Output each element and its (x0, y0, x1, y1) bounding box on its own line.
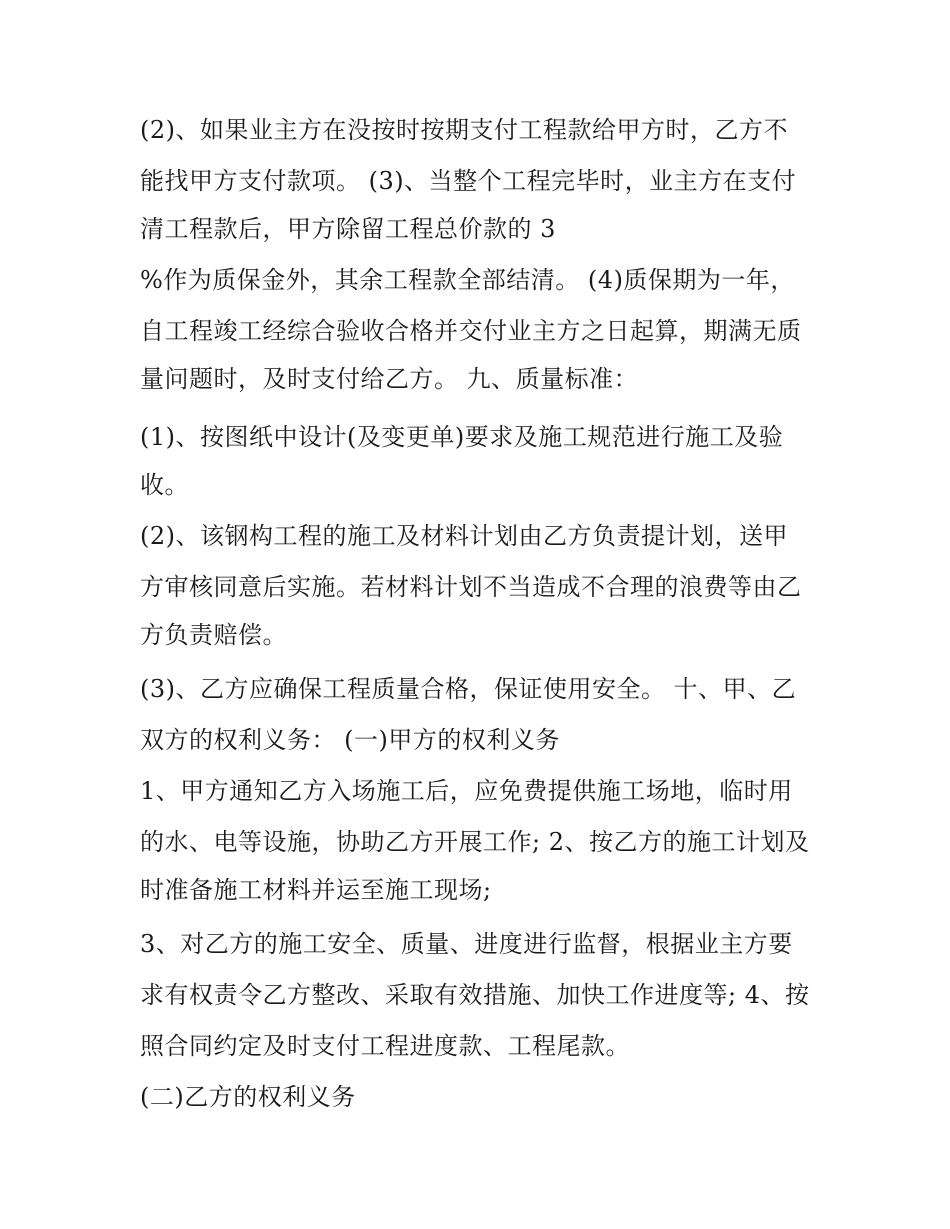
text-line: 自工程竣工经综合验收合格并交付业主方之日起算，期满无质 (140, 317, 802, 345)
text-line: (1)、按图纸中设计(及变更单)要求及施工规范进行施工及验 (140, 423, 784, 451)
text-line: 量问题时，及时支付给乙方。 九、质量标准： (140, 365, 639, 393)
text-line: (2)、该钢构工程的施工及材料计划由乙方负责提计划，送甲 (140, 522, 788, 550)
text-line: 收。 (140, 471, 189, 499)
text-line: (二)乙方的权利义务 (140, 1083, 356, 1111)
text-line: 3、对乙方的施工安全、质量、进度进行监督，根据业主方要 (140, 930, 793, 958)
text-line: (2)、如果业主方在没按时按期支付工程款给甲方时，乙方不 (140, 116, 788, 144)
text-line: 方负责赔偿。 (140, 621, 287, 649)
text-line: 照合同约定及时支付工程进度款、工程尾款。 (140, 1032, 630, 1060)
text-line: 1、甲方通知乙方入场施工后，应免费提供施工场地，临时用 (140, 777, 793, 805)
text-line: 时准备施工材料并运至施工现场; (140, 876, 492, 904)
text-line: %作为质保金外，其余工程款全部结清。 (4)质保期为一年， (140, 266, 795, 294)
text-line: 能找甲方支付款项。 (3)、当整个工程完毕时，业主方在支付 (140, 167, 797, 195)
text-line: (3)、乙方应确保工程质量合格，保证使用安全。 十、甲、乙 (140, 675, 797, 703)
text-line: 方审核同意后实施。若材料计划不当造成不合理的浪费等由乙 (140, 573, 802, 601)
text-line: 清工程款后，甲方除留工程总价款的 3 (140, 215, 556, 243)
text-line: 求有权责令乙方整改、采取有效措施、加快工作进度等; 4、按 (140, 981, 810, 1009)
text-line: 双方的权利义务： (一)甲方的权利义务 (140, 726, 560, 754)
text-line: 的水、电等设施，协助乙方开展工作; 2、按乙方的施工计划及 (140, 828, 810, 856)
